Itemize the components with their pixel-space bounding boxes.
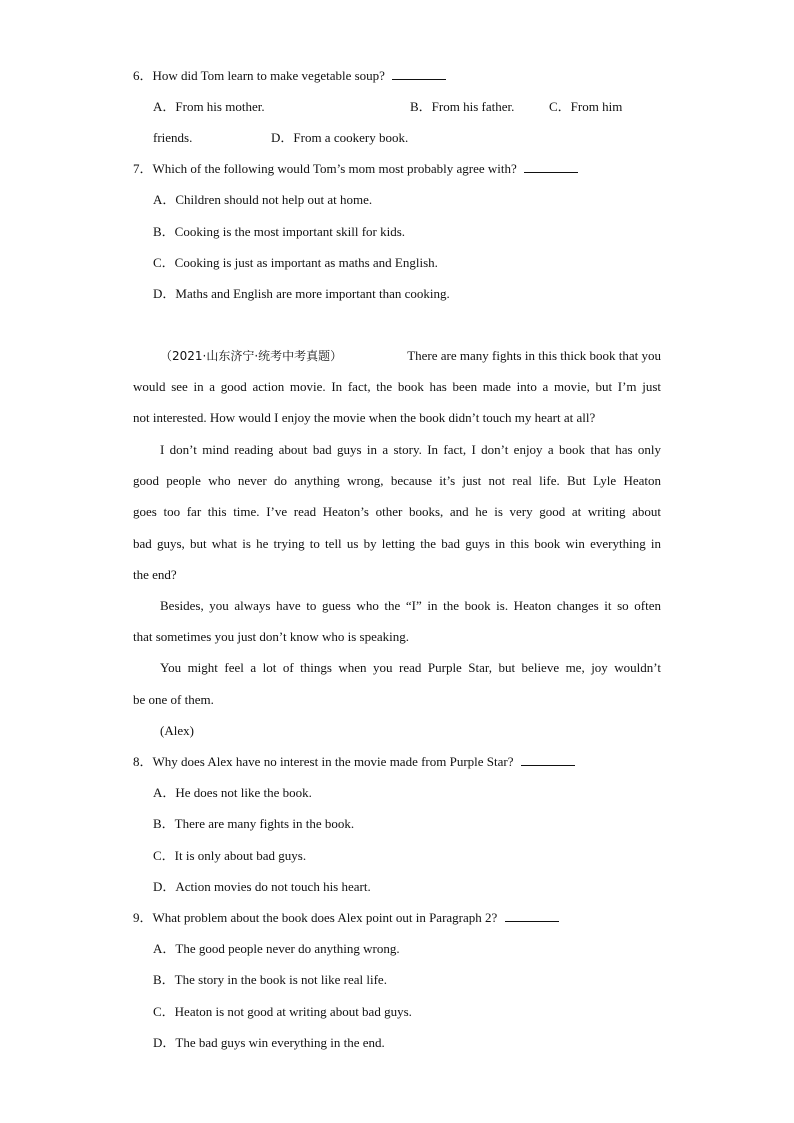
answer-blank[interactable] xyxy=(521,754,575,766)
q8-stem: 8．Why does Alex have no interest in the movie made from Purple Star? xyxy=(133,754,575,770)
q8-option-d[interactable]: D．Action movies do not touch his heart. xyxy=(153,879,371,894)
passage-source: （2021·山东济宁·统考中考真题） xyxy=(160,349,343,363)
q9-option-c[interactable]: C．Heaton is not good at writing about bad guys. xyxy=(153,1004,412,1019)
passage-first-line xyxy=(160,348,661,364)
q6-option-c[interactable]: C．From him xyxy=(549,99,623,114)
passage-p4-line2: be one of them. xyxy=(133,692,214,707)
answer-blank[interactable] xyxy=(524,161,578,173)
passage-p4-line1: You might feel a lot of things when you read Purple Star, but believe me, joy wouldn’t xyxy=(160,660,661,675)
q8-option-b[interactable]: B．There are many fights in the book. xyxy=(153,816,355,831)
passage-p2-line2: good people who never do anything wrong, because it’s just not real life. But Lyle Heaton xyxy=(133,473,661,488)
q6-option-b[interactable]: B．From his father. xyxy=(410,99,515,114)
q9-option-b[interactable]: B．The story in the book is not like real life. xyxy=(153,972,387,987)
answer-blank[interactable] xyxy=(505,910,559,922)
q7-option-c[interactable]: C．Cooking is just as important as maths and English. xyxy=(153,255,438,270)
q9-option-d[interactable]: D．The bad guys win everything in the end. xyxy=(153,1035,385,1050)
passage-p3-line2: that sometimes you just don’t know who is speaking. xyxy=(133,629,409,644)
q6-option-a[interactable]: A．From his mother. xyxy=(153,99,265,114)
q7-stem: 7．Which of the following would Tom’s mom most probably agree with? xyxy=(133,161,578,177)
q7-option-b[interactable]: B．Cooking is the most important skill for kids. xyxy=(153,224,406,239)
q8-option-a[interactable]: A．He does not like the book. xyxy=(153,785,312,800)
passage-p3-line1: Besides, you always have to guess who the “I” in the book is. Heaton changes it so often xyxy=(160,598,661,613)
passage-p2-line5: the end? xyxy=(133,567,177,582)
passage-p2-line4: bad guys, but what is he trying to tell us by letting the bad guys in this book win everything in xyxy=(133,536,661,551)
q9-option-a[interactable]: A．The good people never do anything wrong. xyxy=(153,941,400,956)
answer-blank[interactable] xyxy=(392,68,446,80)
passage-p1-line1: There are many fights in this thick book that you xyxy=(407,348,661,363)
q6-stem: 6．How did Tom learn to make vegetable soup? xyxy=(133,68,446,84)
q8-option-c[interactable]: C．It is only about bad guys. xyxy=(153,848,307,863)
passage-author: (Alex) xyxy=(160,723,194,738)
passage-p1-line2: would see in a good action movie. In fact, the book has been made into a movie, but I’m just xyxy=(133,379,661,394)
q7-option-a[interactable]: A．Children should not help out at home. xyxy=(153,192,373,207)
passage-p2-line1: I don’t mind reading about bad guys in a story. In fact, I don’t enjoy a book that has only xyxy=(160,442,661,457)
q9-stem: 9．What problem about the book does Alex point out in Paragraph 2? xyxy=(133,910,559,926)
q6-option-c-continued: friends. xyxy=(153,130,193,145)
passage-p1-line3: not interested. How would I enjoy the movie when the book didn’t touch my heart at all? xyxy=(133,410,596,425)
q7-option-d[interactable]: D．Maths and English are more important than cooking. xyxy=(153,286,450,301)
q6-option-d[interactable]: D．From a cookery book. xyxy=(271,130,409,145)
passage-p2-line3: goes too far this time. I’ve read Heaton’s other books, and he is very good at writing about xyxy=(133,504,661,519)
